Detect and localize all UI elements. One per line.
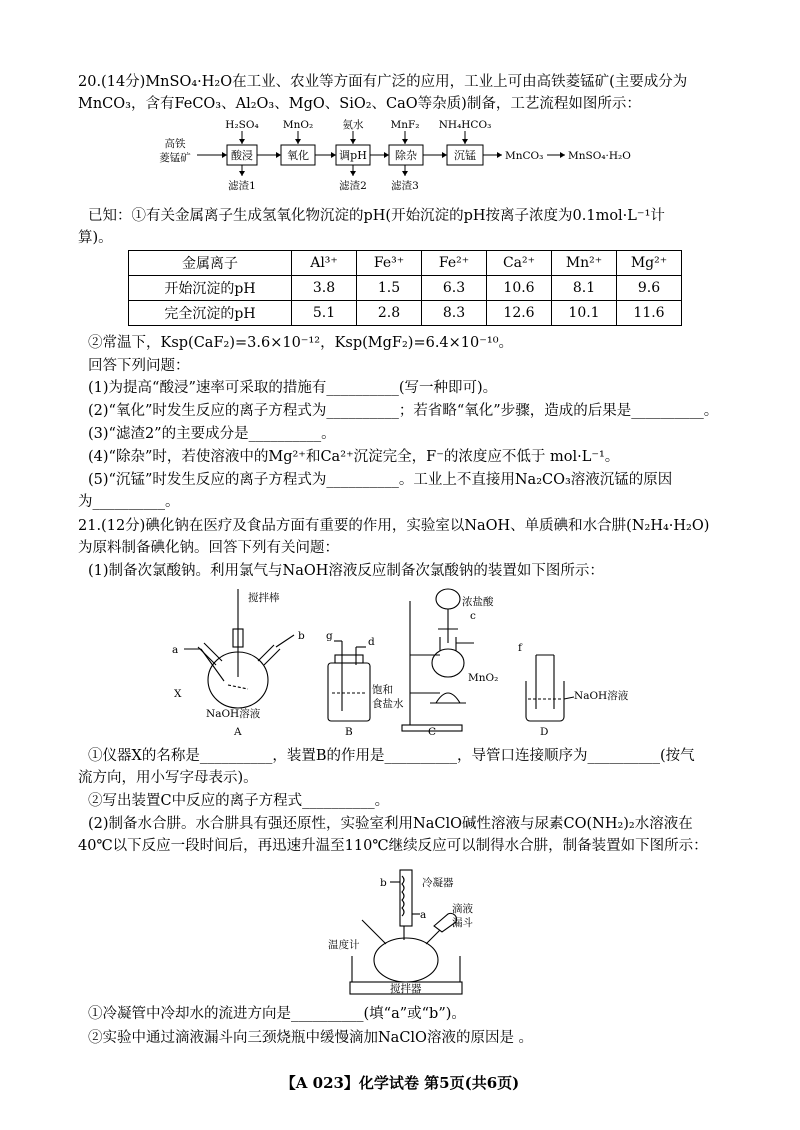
table-cell: 金属离子 <box>129 251 292 276</box>
q20-part1: (1)为提高“酸浸”速率可采取的措施有__________(写一种即可)。 <box>88 380 498 396</box>
label-condenser: 冷凝器 <box>422 877 454 889</box>
label-stir-rod: 搅拌棒 <box>248 592 280 604</box>
table-cell: Fe³⁺ <box>357 251 422 276</box>
table-cell: 2.8 <box>357 301 422 326</box>
product-mnso4: MnSO₄·H₂O <box>568 150 631 162</box>
label-naoh-a: NaOH溶液 <box>206 708 261 720</box>
table-cell: Fe²⁺ <box>422 251 487 276</box>
step-5-label: 沉锰 <box>454 149 476 162</box>
q21-section1: (1)制备次氯酸钠。利用氯气与NaOH溶液反应制备次氯酸钠的装置如下图所示： <box>88 563 604 579</box>
hydrazine-apparatus-diagram <box>328 868 488 996</box>
table-cell: 9.6 <box>617 276 682 301</box>
q20-part5-line1: (5)“沉锰”时发生反应的离子方程式为__________。工业上不直接用Na₂CO₃溶液沉锰的原因 <box>88 472 673 488</box>
label-apparatus-c: C <box>428 726 437 738</box>
table-cell: 10.6 <box>487 276 552 301</box>
q21-part1-line1: ①仪器X的名称是__________，装置B的作用是__________，导管口连接顺序为__________(按气 <box>88 748 695 764</box>
table-cell: 12.6 <box>487 301 552 326</box>
table-cell: 3.8 <box>292 276 357 301</box>
table-cell: 完全沉淀的pH <box>129 301 292 326</box>
q21-part4: ②实验中通过滴液漏斗向三颈烧瓶中缓慢滴加NaClO溶液的原因是 。 <box>88 1030 534 1046</box>
table-cell: 10.1 <box>552 301 617 326</box>
product-mnco3: MnCO₃ <box>505 150 544 162</box>
table-cell: Ca²⁺ <box>487 251 552 276</box>
table-cell: 开始沉淀的pH <box>129 276 292 301</box>
table-header-row <box>129 251 682 276</box>
q21-section2-line2: 40℃以下反应一段时间后，再迅速升温至110℃继续反应可以制得水合肼，制备装置如下图所示： <box>78 838 708 854</box>
table-cell: 5.1 <box>292 301 357 326</box>
q21-stem-line1: 21.(12分)碘化钠在医疗及食品方面有重要的作用，实验室以NaOH、单质碘和水合肼(N₂H₄·H₂O) <box>78 518 710 534</box>
apparatus-a-d-diagram <box>170 585 640 740</box>
label-apparatus-d: D <box>540 726 549 738</box>
label-drop-line2: 漏斗 <box>452 917 473 929</box>
label-drop-line1: 滴液 <box>452 903 473 915</box>
round-flask-c <box>432 649 464 677</box>
step-4-label: 除杂 <box>395 149 417 162</box>
label-d: d <box>368 636 375 648</box>
three-neck-flask <box>374 938 438 982</box>
ph-table <box>128 250 682 326</box>
label-apparatus-a: A <box>234 726 242 738</box>
beaker-d <box>526 681 564 721</box>
flow-start-line1: 高铁 <box>164 138 186 150</box>
label-mno2: MnO₂ <box>468 672 499 684</box>
q20-part4: (4)“除杂”时，若使溶液中的Mg²⁺和Ca²⁺沉淀完全，F⁻的浓度应不低于 mol·L⁻¹。 <box>88 449 620 465</box>
table-row <box>129 301 682 326</box>
step-3-label: 调pH <box>339 149 367 162</box>
table-cell: Mn²⁺ <box>552 251 617 276</box>
residue-2: 滤渣2 <box>339 180 367 192</box>
table-cell: 6.3 <box>422 276 487 301</box>
known-2: ②常温下，Ksp(CaF₂)=3.6×10⁻¹²，Ksp(MgF₂)=6.4×10⁻¹⁰。 <box>88 335 514 351</box>
table-cell: 1.5 <box>357 276 422 301</box>
process-flow-diagram <box>155 116 675 200</box>
q21-part1-line2: 流方向，用小写字母表示)。 <box>78 770 258 786</box>
table-cell: Mg²⁺ <box>617 251 682 276</box>
q21-part3: ①冷凝管中冷却水的流进方向是__________(填“a”或“b”)。 <box>88 1006 466 1022</box>
reagent-h2so4: H₂SO₄ <box>225 119 259 131</box>
table-row <box>129 276 682 301</box>
reagent-mnf2: MnF₂ <box>390 119 420 131</box>
label-a-2: a <box>420 909 427 921</box>
label-x: X <box>174 688 182 700</box>
label-conc-hcl: 浓盐酸 <box>462 596 494 608</box>
known-1-line1: 已知：①有关金属离子生成氢氧化物沉淀的pH(开始沉淀的pH按离子浓度为0.1mol·L⁻¹计 <box>88 208 665 224</box>
residue-3: 滤渣3 <box>391 180 419 192</box>
q20-part3: (3)“滤渣2”的主要成分是__________。 <box>88 426 336 442</box>
label-saturated: 饱和 <box>372 684 393 696</box>
label-naoh-d: NaOH溶液 <box>574 690 629 702</box>
label-c: c <box>470 610 476 622</box>
q20-part2: (2)“氧化”时发生反应的离子方程式为__________；若省略“氧化”步骤，造成的后果是__________。 <box>88 403 719 419</box>
flow-start-line2: 菱锰矿 <box>159 152 191 164</box>
q20-part5-line2: 为__________。 <box>78 494 180 510</box>
q21-section2-line1: (2)制备水合肼。水合肼具有强还原性，实验室利用NaClO碱性溶液与尿素CO(NH₂)₂水溶液在 <box>88 816 693 832</box>
label-b: b <box>298 630 305 642</box>
q21-stem-line2: 为原料制备碘化钠。回答下列有关问题： <box>78 540 339 556</box>
label-thermometer: 温度计 <box>328 939 360 951</box>
table-cell: 8.3 <box>422 301 487 326</box>
condenser <box>400 870 412 926</box>
residue-1: 滤渣1 <box>228 180 256 192</box>
q20-stem-line2: MnCO₃，含有FeCO₃、Al₂O₃、MgO、SiO₂、CaO等杂质)制备，工艺流程如图所示： <box>78 96 641 112</box>
label-g: g <box>326 630 333 642</box>
table-cell: 8.1 <box>552 276 617 301</box>
step-2-label: 氧化 <box>287 149 309 162</box>
label-brine: 食盐水 <box>372 698 404 710</box>
q21-part2: ②写出装置C中反应的离子方程式__________。 <box>88 793 390 809</box>
reagent-mno2: MnO₂ <box>282 119 314 131</box>
label-apparatus-b: B <box>345 726 353 738</box>
q20-stem-line1: 20.(14分)MnSO₄·H₂O在工业、农业等方面有广泛的应用，工业上可由高铁菱锰矿(主要成分为 <box>78 74 688 90</box>
label-stirrer: 搅拌器 <box>390 983 422 995</box>
reagent-ammonia: 氨水 <box>342 119 364 131</box>
table-cell: Al³⁺ <box>292 251 357 276</box>
wash-bottle-b <box>328 663 370 721</box>
label-a: a <box>172 644 179 656</box>
step-1-label: 酸浸 <box>231 149 253 162</box>
table-cell: 11.6 <box>617 301 682 326</box>
answer-prompt: 回答下列问题： <box>88 358 190 374</box>
dropping-funnel-c <box>436 589 460 609</box>
label-b-2: b <box>380 877 387 889</box>
known-1-line2: 算)。 <box>78 230 113 246</box>
label-f: f <box>518 642 522 654</box>
reagent-nh4hco3: NH₄HCO₃ <box>438 119 492 131</box>
page-footer: 【A 023】化学试卷 第5页(共6页) <box>280 1074 520 1092</box>
